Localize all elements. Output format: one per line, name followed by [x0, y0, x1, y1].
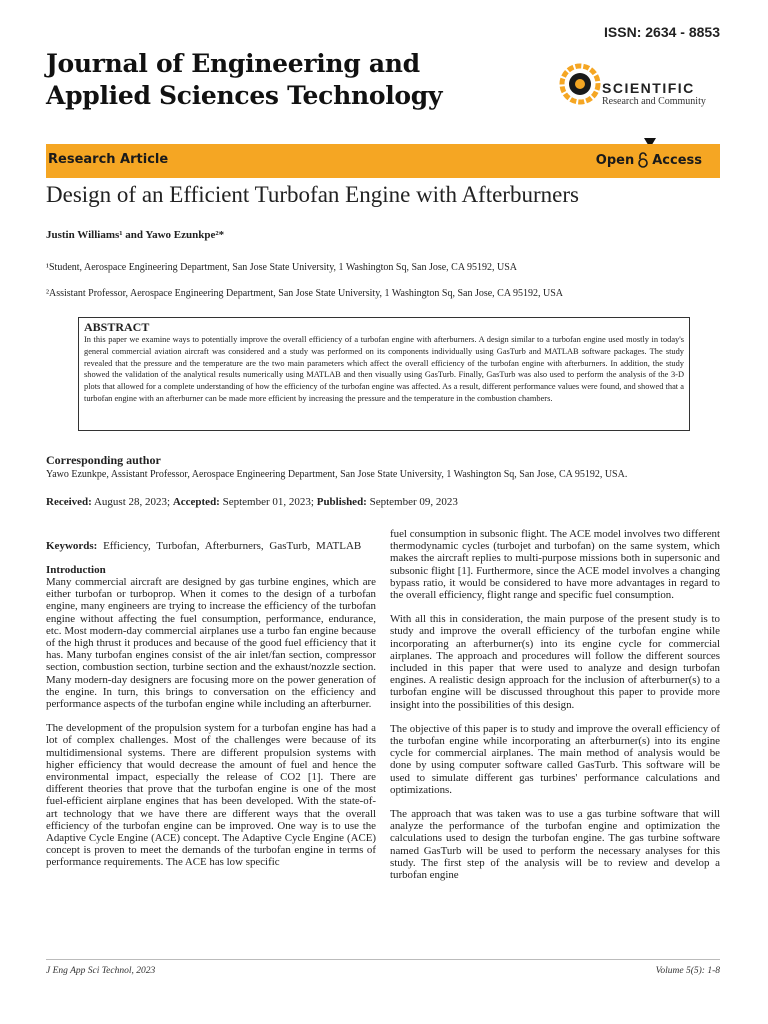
paper-title: Design of an Efficient Turbofan Engine with Afterburners: [46, 182, 579, 207]
open-word: Open: [595, 152, 635, 168]
corresponding-author-text: Yawo Ezunkpe, Assistant Professor, Aerospace Engineering Department, San Jose State University, 1 Washington Sq, San Jose, CA 95192, USA.: [46, 469, 628, 480]
published-date: September 09, 2023: [369, 496, 458, 508]
abstract-box: [78, 317, 690, 431]
accepted-date: September 01, 2023;: [222, 496, 314, 508]
publication-dates: [46, 496, 458, 508]
right-column: [390, 528, 720, 893]
access-word: Access: [652, 152, 702, 168]
journal-title: Journal of Engineering and Applied Sciences Technology: [46, 49, 443, 110]
keywords: [46, 540, 376, 552]
article-type-banner: [46, 144, 720, 178]
section-heading-introduction: Introduction: [46, 564, 106, 576]
footer-citation: J Eng App Sci Technol, 2023: [46, 966, 156, 976]
logo-name: SCIENTIFIC: [602, 80, 695, 96]
footer-volume: Volume 5(5): 1-8: [655, 966, 720, 976]
published-label: Published:: [316, 496, 367, 508]
keywords-label: Keywords:: [46, 540, 98, 552]
left-column: [46, 540, 376, 881]
footer-divider: [46, 959, 720, 960]
author-list: Justin Williams¹ and Yawo Ezunkpe²*: [46, 229, 225, 241]
paragraph: With all this in consideration, the main purpose of the present study is to study and improve the overall efficiency of the turbofan engine while incorporating an afterburner(s) into its engine cycle for commercial airplanes. The approach and procedures will follow the different sources included in this paper that were used to analyze and design turbofan engines. A realistic design approach for the inclusion of afterburner(s) to a turbofan engine will be discussed throughout this paper to provide more insight into the possibilities of this design.: [390, 613, 720, 711]
affiliation-1: ¹Student, Aerospace Engineering Department, San Jose State University, 1 Washington Sq, San Jose, CA 95192, USA: [46, 262, 518, 273]
paragraph: The approach that was taken was to use a gas turbine software that will analyze the performance of the turbofan engine and optimization the calculations used to design the turbofan engine. The gas turbine software named GasTurb will be used to perform the necessary analyses for this study. The first step of the analysis will be to review and develop a turbofan engine: [390, 808, 720, 882]
paragraph: The development of the propulsion system for a turbofan engine has had a lot of complex challenges. Most of the challenges were because of its multidimensional systems. There are different propulsion systems with higher efficiency that would decrease the amount of fuel and hence the environmental impact, especially the release of CO2 [1]. There are different theories that prove that the turbofan engine is one of the most fuel-efficient airplane engines that has been developed. With the state-of-art technology that we have there are different ways that the overall efficiency of the turbofan engine can be improved. One way is to use the Adaptive Cycle Engine (ACE) concept. The Adaptive Cycle Engine (ACE) concept is proven to meet the demands of the turbofan engine in terms of performance requirements. The ACE has low specific: [46, 722, 376, 869]
paragraph: fuel consumption in subsonic flight. The ACE model involves two different thermodynamic cycles (turbojet and turbofan) on the same system, which makes the aircraft replies to multi-purpose missions both in supersonic and subsonic flight [1]. Furthermore, since the ACE model involves a changing bypass ratio, it would be considered to have more advantages in regard to the overall efficiency, flight range and specific fuel consumption.: [390, 528, 720, 602]
received-date: August 28, 2023;: [93, 496, 171, 508]
open-access-label: [596, 152, 702, 168]
affiliation-2: ²Assistant Professor, Aerospace Engineering Department, San Jose State University, 1 Washington Sq, San Jose, CA 95192, USA: [46, 288, 564, 299]
received-label: Received:: [46, 496, 92, 508]
article-type-label: Research Article: [48, 152, 169, 167]
issn-label: ISSN: 2634 - 8853: [604, 24, 720, 40]
logo-emblem-icon: [558, 58, 602, 110]
paragraph: The objective of this paper is to study and improve the overall efficiency of the turbofan engine while incorporating an afterburner(s) into its engine cycle for commercial airplanes. The main method of analysis would be done by using computer software called GasTurb. This software will be used to simulate different gas turbines' performance calculations and optimizations.: [390, 722, 720, 796]
keywords-list: Efficiency, Turbofan, Afterburners, GasTurb, MATLAB: [103, 540, 362, 552]
accepted-label: Accepted:: [172, 496, 220, 508]
publisher-logo: [558, 58, 728, 110]
abstract-text: In this paper we examine ways to potentially improve the overall efficiency of a turbofan engine with afterburners. A design similar to a turbofan engine used mostly in today's general commercial aviation aircraft was considered and a study was performed on its components individually using GasTurb and MATLAB software packages. The study revealed that the pressure and the temperature are the two main parameters which affect the overall efficiency of the turbofan engine with afterburners. In addition, the study showed the validation of the analytical results numerically using MATLAB and then visually using GasTurb. Finally, GasTurb was also used to perform the analysis of the 3-D plots that allowed for a complete understanding of how the efficiency of the turbofan engine was affected. As a result, different performance values were found, and showed that a turbofan engine with an afterburner can be made more efficient by increasing the pressure and the temperature in the combustion chambers.: [84, 335, 684, 403]
corresponding-author-heading: Corresponding author: [46, 453, 161, 467]
paragraph: Many commercial aircraft are designed by gas turbine engines, which are either turbofan or turboprop. When it comes to the design of a turbofan engine, many engineers are trying to increase the efficiency of the turbofan engine without affecting the fuel consumption, performance, endurance, etc. Most modern-day commercial airplanes use a turbo fan engine because of the high thrust it produces and because of the good fuel efficiency that it has. Many turbofan engines consist of the air inlet/fan section, compressor section, combustion section, turbine section and the exhaust/nozzle section. Many modern-day designers are focusing more on the power generation of the engine. In turn, this brings to conversation on the efficiency and performance aspects of the turbofan engine while including an afterburner.: [46, 576, 376, 711]
open-lock-icon: [637, 152, 649, 168]
logo-subtitle: Research and Community: [602, 96, 706, 107]
abstract-heading: ABSTRACT: [84, 320, 150, 334]
